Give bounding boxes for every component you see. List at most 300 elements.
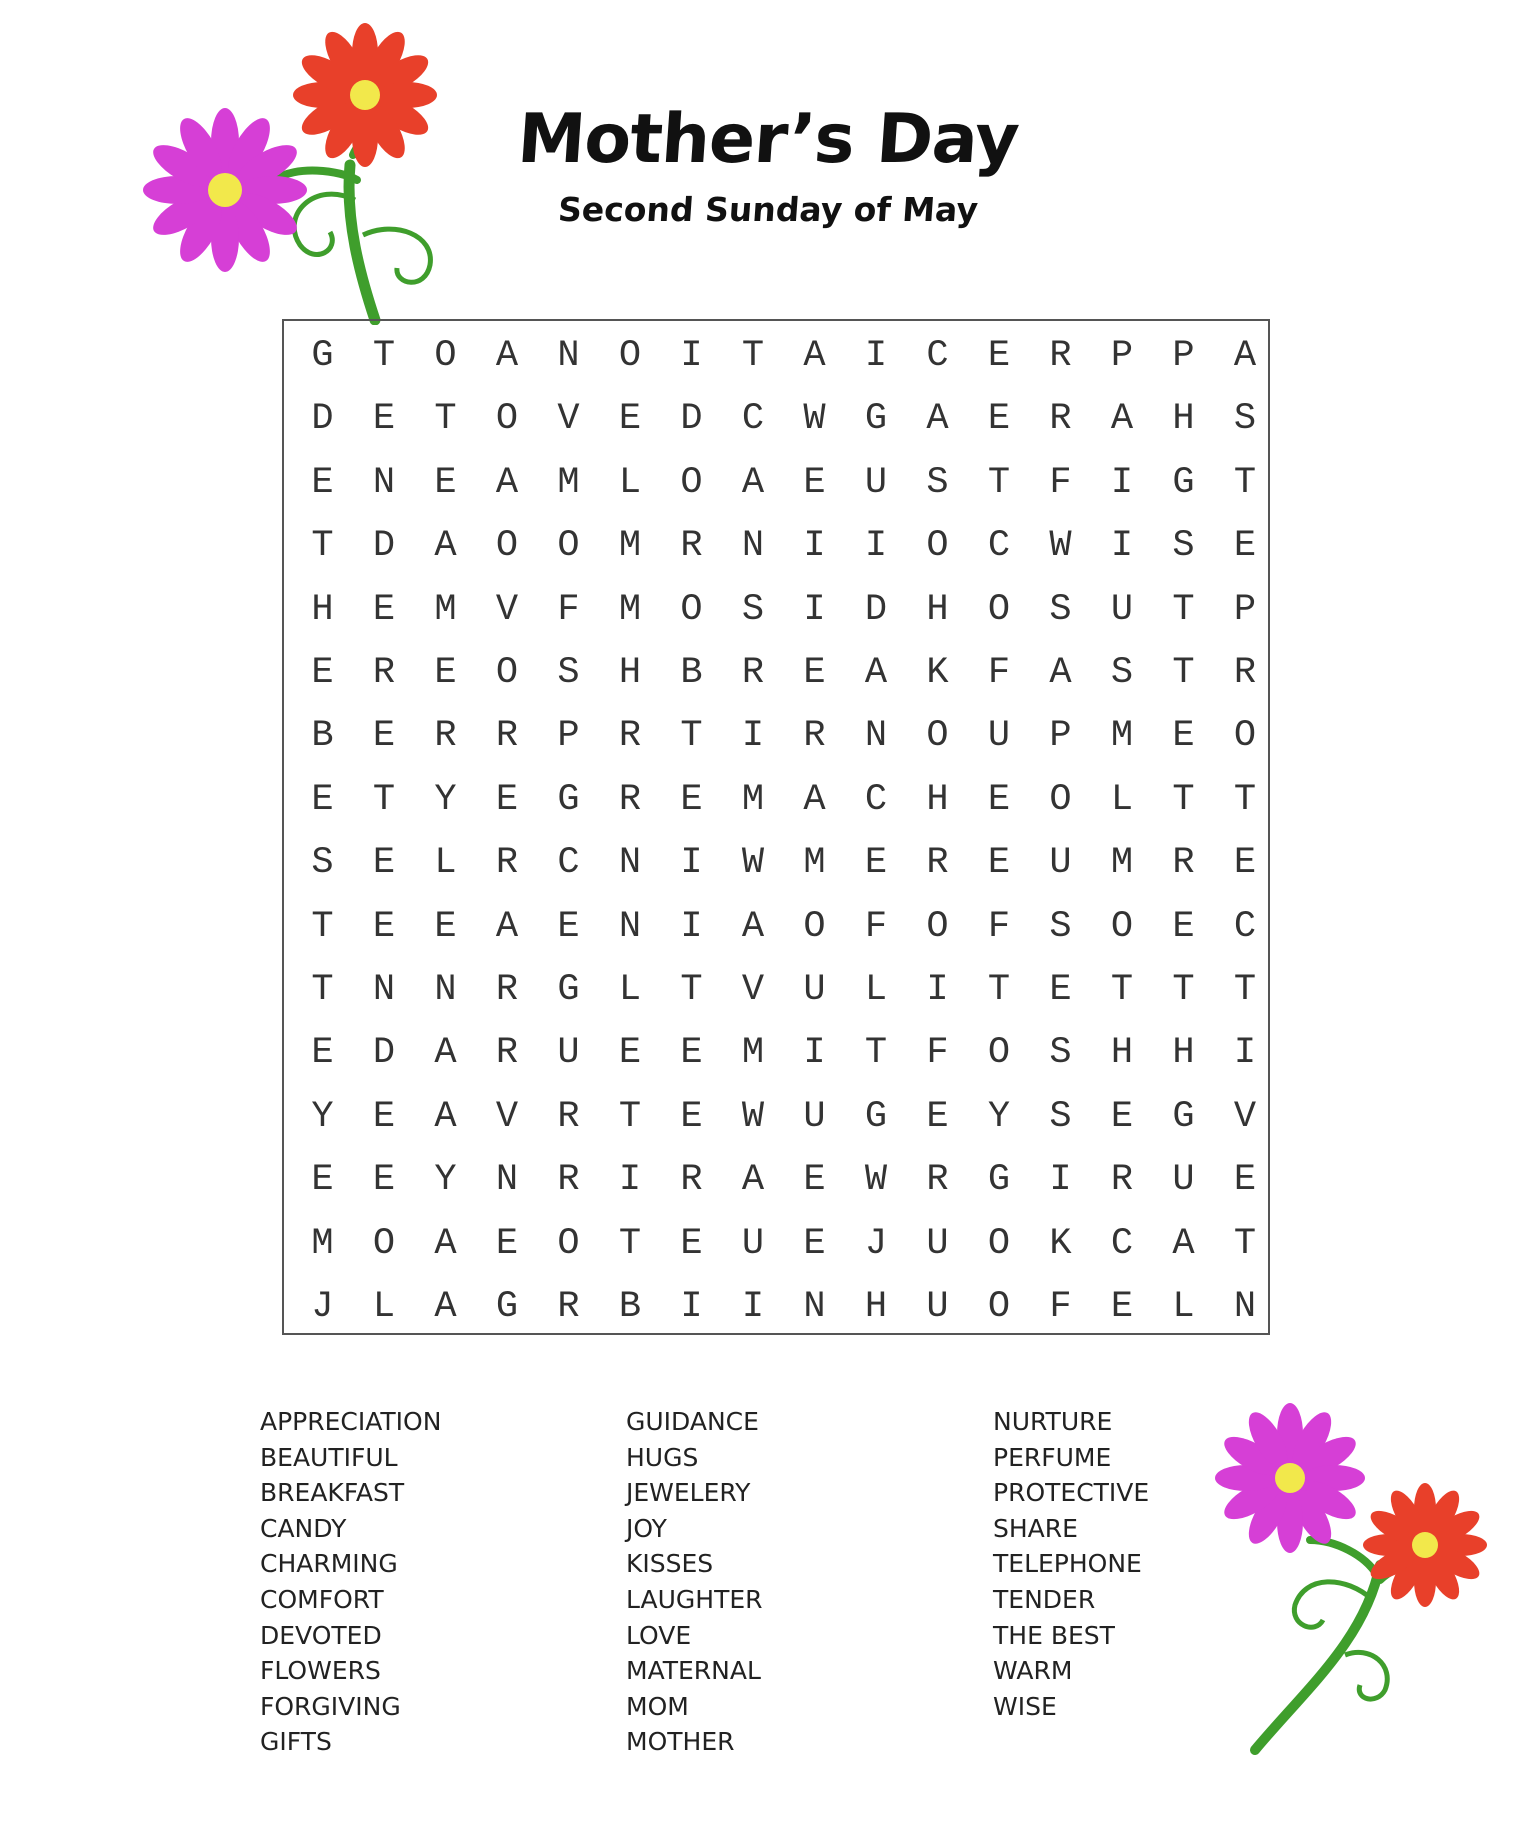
- word-list-item: THE BEST: [993, 1620, 1115, 1650]
- grid-letter: L: [618, 461, 642, 504]
- word-list-item: MOTHER: [626, 1727, 735, 1757]
- grid-letter: O: [987, 1286, 1011, 1328]
- grid-row: [284, 1022, 1268, 1085]
- grid-letter: O: [926, 715, 949, 758]
- grid-letter: A: [434, 1095, 457, 1138]
- grid-letter: G: [987, 1159, 1011, 1202]
- grid-letter: P: [1049, 715, 1072, 758]
- grid-letter: M: [1110, 842, 1134, 885]
- grid-letter: M: [1110, 715, 1134, 758]
- grid-letter: R: [495, 715, 519, 758]
- grid-letter: R: [557, 1286, 580, 1328]
- grid-letter: U: [557, 1032, 580, 1075]
- grid-letter: T: [372, 335, 396, 377]
- grid-letter: E: [434, 652, 457, 694]
- grid-letter: C: [864, 778, 888, 821]
- grid-letter: F: [926, 1032, 949, 1075]
- grid-letter: C: [557, 842, 580, 885]
- word-search-grid: [282, 319, 1270, 1335]
- grid-letter: H: [1172, 1032, 1195, 1075]
- grid-letter: T: [372, 778, 396, 821]
- grid-letter: A: [1110, 398, 1134, 441]
- grid-letter: T: [311, 905, 334, 948]
- word-list-column-1: [260, 1404, 441, 1760]
- grid-letter: T: [311, 969, 334, 1011]
- grid-letter: S: [1172, 525, 1195, 568]
- grid-letter: E: [680, 1222, 703, 1265]
- grid-letter: S: [1110, 652, 1134, 694]
- grid-letter: A: [741, 461, 765, 504]
- grid-letter: K: [926, 652, 949, 694]
- grid-letter: T: [987, 969, 1011, 1011]
- grid-letter: O: [557, 1222, 580, 1265]
- grid-letter: V: [495, 1095, 519, 1138]
- grid-letter: E: [803, 461, 826, 504]
- flower-decoration-bottom: [1205, 1400, 1505, 1755]
- grid-letter: A: [741, 905, 765, 948]
- grid-letter: R: [680, 525, 703, 568]
- grid-letter: U: [926, 1222, 949, 1265]
- grid-letter: E: [372, 398, 396, 441]
- grid-letter: N: [495, 1159, 519, 1202]
- grid-letter: E: [1233, 525, 1257, 568]
- grid-letter: A: [741, 1159, 765, 1202]
- grid-letter: R: [618, 715, 642, 758]
- grid-row: [284, 769, 1268, 832]
- grid-row: [284, 1276, 1268, 1339]
- word-list-item: CANDY: [260, 1513, 347, 1543]
- grid-letter: O: [680, 588, 703, 631]
- grid-row: [284, 388, 1268, 451]
- grid-letter: E: [311, 652, 334, 694]
- grid-row: [284, 1086, 1268, 1149]
- page-title: Mother’s Day: [515, 100, 1021, 179]
- grid-letter: O: [1233, 715, 1257, 758]
- grid-letter: E: [372, 1159, 396, 1202]
- grid-letter: E: [803, 652, 826, 694]
- grid-letter: I: [680, 905, 703, 948]
- grid-letter: F: [557, 588, 580, 631]
- grid-letter: E: [803, 1159, 826, 1202]
- word-list-item: HUGS: [626, 1442, 699, 1472]
- grid-letter: B: [311, 715, 334, 758]
- grid-letter: I: [803, 588, 826, 631]
- grid-letter: P: [1172, 335, 1195, 377]
- grid-letter: M: [434, 588, 457, 631]
- grid-letter: P: [1233, 588, 1257, 631]
- grid-letter: U: [864, 461, 888, 504]
- grid-letter: O: [495, 652, 519, 694]
- grid-letter: R: [741, 652, 765, 694]
- grid-letter: U: [1049, 842, 1072, 885]
- grid-letter: L: [434, 842, 457, 885]
- grid-letter: I: [618, 1159, 642, 1202]
- grid-letter: P: [1110, 335, 1134, 377]
- grid-letter: A: [495, 905, 519, 948]
- grid-letter: E: [434, 461, 457, 504]
- grid-letter: O: [1110, 905, 1134, 948]
- grid-letter: T: [1172, 969, 1195, 1011]
- grid-letter: C: [926, 335, 949, 377]
- grid-letter: M: [311, 1222, 334, 1265]
- grid-letter: O: [557, 525, 580, 568]
- grid-letter: E: [1049, 969, 1072, 1011]
- grid-letter: O: [987, 1032, 1011, 1075]
- grid-letter: G: [864, 398, 888, 441]
- grid-letter: T: [1233, 778, 1257, 821]
- grid-letter: D: [680, 398, 703, 441]
- grid-letter: N: [803, 1286, 826, 1328]
- grid-letter: A: [434, 1032, 457, 1075]
- grid-letter: E: [372, 715, 396, 758]
- grid-letter: E: [1233, 1159, 1257, 1202]
- grid-letter: O: [680, 461, 703, 504]
- grid-letter: A: [1172, 1222, 1195, 1265]
- grid-row: [284, 832, 1268, 895]
- grid-letter: S: [557, 652, 580, 694]
- magenta-flower-icon: [1215, 1403, 1365, 1553]
- grid-letter: T: [1172, 588, 1195, 631]
- grid-letter: U: [741, 1222, 765, 1265]
- word-list-item: SHARE: [993, 1513, 1078, 1543]
- grid-letter: L: [618, 969, 642, 1011]
- grid-letter: W: [803, 398, 826, 441]
- grid-letter: W: [741, 1095, 765, 1138]
- grid-letter: W: [1049, 525, 1072, 568]
- grid-letter: F: [1049, 1286, 1072, 1328]
- grid-letter: J: [864, 1222, 888, 1265]
- grid-letter: T: [1233, 969, 1257, 1011]
- grid-letter: V: [557, 398, 580, 441]
- grid-letter: U: [987, 715, 1011, 758]
- grid-letter: I: [1110, 461, 1134, 504]
- grid-letter: E: [680, 1095, 703, 1138]
- grid-letter: F: [864, 905, 888, 948]
- grid-letter: S: [311, 842, 334, 885]
- grid-letter: A: [495, 461, 519, 504]
- grid-letter: I: [680, 1286, 703, 1328]
- grid-letter: Y: [434, 778, 457, 821]
- grid-row: [284, 1149, 1268, 1212]
- grid-letter: T: [618, 1095, 642, 1138]
- grid-letter: E: [557, 905, 580, 948]
- grid-letter: A: [864, 652, 888, 694]
- grid-letter: O: [987, 1222, 1011, 1265]
- word-list-item: NURTURE: [993, 1407, 1113, 1436]
- grid-letter: A: [434, 1222, 457, 1265]
- grid-letter: I: [741, 715, 765, 758]
- grid-letter: J: [311, 1286, 334, 1328]
- grid-letter: I: [803, 1032, 826, 1075]
- grid-letter: W: [741, 842, 765, 885]
- grid-letter: N: [372, 461, 396, 504]
- grid-letter: G: [495, 1286, 519, 1328]
- grid-letter: C: [741, 398, 765, 441]
- grid-letter: E: [372, 1095, 396, 1138]
- grid-letter: I: [864, 335, 888, 377]
- grid-letter: T: [1233, 1222, 1257, 1265]
- grid-letter: N: [618, 905, 642, 948]
- grid-letter: E: [495, 778, 519, 821]
- grid-letter: O: [618, 335, 642, 377]
- grid-row: [284, 579, 1268, 642]
- word-list-item: FLOWERS: [260, 1656, 381, 1686]
- grid-row: [284, 325, 1268, 388]
- grid-letter: V: [1233, 1095, 1257, 1138]
- word-list-item: JOY: [626, 1513, 667, 1543]
- grid-letter: N: [1233, 1286, 1257, 1328]
- grid-letter: E: [311, 778, 334, 821]
- grid-letter: R: [495, 842, 519, 885]
- grid-letter: E: [434, 905, 457, 948]
- page-subtitle: Second Sunday of May: [556, 190, 980, 229]
- grid-letter: A: [1233, 335, 1257, 377]
- grid-letter: O: [372, 1222, 396, 1265]
- grid-letter: V: [741, 969, 765, 1011]
- grid-letter: L: [1110, 778, 1134, 821]
- word-list-column-3: [993, 1404, 1149, 1724]
- grid-letter: I: [680, 842, 703, 885]
- grid-letter: T: [434, 398, 457, 441]
- grid-letter: I: [864, 525, 888, 568]
- grid-letter: U: [1172, 1159, 1195, 1202]
- grid-letter: E: [1233, 842, 1257, 885]
- grid-letter: M: [557, 461, 580, 504]
- grid-letter: O: [495, 525, 519, 568]
- grid-letter: S: [1049, 905, 1072, 948]
- grid-letter: R: [1233, 652, 1257, 694]
- grid-letter: R: [372, 652, 396, 694]
- grid-letter: R: [618, 778, 642, 821]
- grid-row: [284, 642, 1268, 705]
- grid-letter: E: [311, 1032, 334, 1075]
- grid-letter: G: [864, 1095, 888, 1138]
- grid-letter: E: [1172, 905, 1195, 948]
- word-list-item: TENDER: [993, 1584, 1096, 1614]
- word-list-item: FORGIVING: [260, 1691, 401, 1721]
- grid-letter: E: [1110, 1286, 1134, 1328]
- grid-letter: I: [680, 335, 703, 377]
- word-list-item: KISSES: [626, 1549, 714, 1579]
- grid-letter: G: [557, 778, 580, 821]
- grid-letter: D: [311, 398, 334, 441]
- grid-letter: T: [1172, 652, 1195, 694]
- grid-row: [284, 896, 1268, 959]
- word-list-item: LOVE: [626, 1620, 692, 1650]
- grid-letter: O: [803, 905, 826, 948]
- grid-letter: G: [1172, 1095, 1195, 1138]
- grid-letter: A: [434, 525, 457, 568]
- grid-letter: E: [311, 461, 334, 504]
- grid-letter: H: [1172, 398, 1195, 441]
- grid-letter: R: [1049, 335, 1072, 377]
- grid-letter: T: [311, 525, 334, 568]
- grid-letter: E: [618, 398, 642, 441]
- grid-letter: S: [1049, 1095, 1072, 1138]
- grid-letter: S: [1049, 588, 1072, 631]
- grid-letter: T: [864, 1032, 888, 1075]
- grid-letter: U: [803, 969, 826, 1011]
- grid-letter: E: [803, 1222, 826, 1265]
- grid-letter: B: [680, 652, 703, 694]
- grid-letter: G: [1172, 461, 1195, 504]
- grid-letter: R: [557, 1095, 580, 1138]
- grid-letter: F: [987, 652, 1011, 694]
- grid-letter: F: [987, 905, 1011, 948]
- word-list-item: WISE: [993, 1691, 1057, 1721]
- grid-letter: R: [495, 1032, 519, 1075]
- word-list-item: PROTECTIVE: [993, 1478, 1150, 1508]
- grid-letter: Y: [987, 1095, 1011, 1138]
- word-list-item: TELEPHONE: [993, 1549, 1142, 1579]
- grid-letter: H: [311, 588, 334, 631]
- grid-letter: E: [680, 1032, 703, 1075]
- grid-letter: N: [372, 969, 396, 1011]
- grid-letter: I: [926, 969, 949, 1011]
- grid-letter: W: [864, 1159, 888, 1202]
- grid-letter: I: [1233, 1032, 1257, 1075]
- grid-letter: N: [557, 335, 580, 377]
- grid-letter: R: [434, 715, 457, 758]
- grid-letter: H: [1110, 1032, 1134, 1075]
- grid-letter: E: [618, 1032, 642, 1075]
- grid-letter: R: [1110, 1159, 1134, 1202]
- grid-letter: D: [372, 525, 396, 568]
- grid-letter: O: [926, 525, 949, 568]
- grid-letter: N: [618, 842, 642, 885]
- grid-letter: R: [1049, 398, 1072, 441]
- grid-letter: H: [926, 588, 949, 631]
- grid-letter: F: [1049, 461, 1072, 504]
- grid-letter: E: [987, 335, 1011, 377]
- grid-letter: S: [741, 588, 765, 631]
- grid-letter: C: [1110, 1222, 1134, 1265]
- word-list-item: APPRECIATION: [260, 1407, 442, 1436]
- grid-letter: E: [1110, 1095, 1134, 1138]
- word-list-item: LAUGHTER: [626, 1584, 763, 1614]
- grid-letter: T: [680, 715, 703, 758]
- grid-letter: E: [680, 778, 703, 821]
- grid-letter: H: [618, 652, 642, 694]
- grid-letter: H: [864, 1286, 888, 1328]
- grid-letter: O: [1049, 778, 1072, 821]
- grid-letter: T: [618, 1222, 642, 1265]
- grid-letter: A: [434, 1286, 457, 1328]
- grid-letter: G: [557, 969, 580, 1011]
- grid-letter: I: [803, 525, 826, 568]
- grid-letter: V: [495, 588, 519, 631]
- grid-letter: A: [495, 335, 519, 377]
- grid-letter: E: [495, 1222, 519, 1265]
- grid-letter: E: [926, 1095, 949, 1138]
- grid-letter: A: [1049, 652, 1072, 694]
- word-list-item: WARM: [993, 1656, 1073, 1686]
- grid-letter: M: [803, 842, 826, 885]
- grid-letter: T: [1110, 969, 1134, 1011]
- red-flower-icon: [1363, 1483, 1487, 1607]
- grid-letter: S: [1233, 398, 1257, 441]
- grid-letter: D: [864, 588, 888, 631]
- grid-letter: E: [311, 1159, 334, 1202]
- grid-letter: P: [557, 715, 580, 758]
- word-list-item: JEWELERY: [626, 1478, 751, 1508]
- word-list-item: GUIDANCE: [626, 1407, 759, 1436]
- grid-row: [284, 959, 1268, 1022]
- grid-letter: U: [803, 1095, 826, 1138]
- grid-row: [284, 705, 1268, 768]
- grid-letter: C: [1233, 905, 1257, 948]
- word-list-item: COMFORT: [260, 1584, 384, 1614]
- grid-letter: R: [557, 1159, 580, 1202]
- grid-letter: E: [987, 778, 1011, 821]
- grid-letter: E: [372, 905, 396, 948]
- grid-row: [284, 1213, 1268, 1276]
- grid-letter: T: [1233, 461, 1257, 504]
- grid-letter: M: [741, 778, 765, 821]
- grid-letter: A: [803, 335, 826, 377]
- grid-letter: N: [864, 715, 888, 758]
- word-list-item: GIFTS: [260, 1727, 332, 1757]
- word-list-item: BEAUTIFUL: [260, 1442, 398, 1472]
- grid-letter: N: [741, 525, 765, 568]
- grid-letter: L: [864, 969, 888, 1011]
- word-list-item: DEVOTED: [260, 1620, 382, 1650]
- grid-letter: R: [495, 969, 519, 1011]
- grid-letter: E: [987, 398, 1011, 441]
- grid-letter: T: [741, 335, 765, 377]
- grid-row: [284, 515, 1268, 578]
- grid-letter: O: [987, 588, 1011, 631]
- grid-letter: O: [926, 905, 949, 948]
- grid-letter: H: [926, 778, 949, 821]
- grid-letter: N: [434, 969, 457, 1011]
- grid-letter: M: [741, 1032, 765, 1075]
- grid-letter: U: [926, 1286, 949, 1328]
- grid-row: [284, 452, 1268, 515]
- grid-letter: E: [372, 588, 396, 631]
- page-header: [0, 100, 1536, 230]
- grid-letter: Y: [434, 1159, 457, 1202]
- grid-letter: D: [372, 1032, 396, 1075]
- grid-letter: T: [680, 969, 703, 1011]
- grid-letter: S: [926, 461, 949, 504]
- grid-letter: M: [618, 525, 642, 568]
- grid-letter: E: [987, 842, 1011, 885]
- grid-letter: C: [987, 525, 1011, 568]
- grid-letter: R: [926, 1159, 949, 1202]
- word-list-item: CHARMING: [260, 1549, 398, 1579]
- grid-letter: S: [1049, 1032, 1072, 1075]
- word-list-item: BREAKFAST: [260, 1478, 405, 1508]
- grid-letter: G: [311, 335, 334, 377]
- grid-letter: I: [741, 1286, 765, 1328]
- grid-letter: L: [372, 1286, 396, 1328]
- grid-letter: I: [1110, 525, 1134, 568]
- grid-letter: E: [372, 842, 396, 885]
- grid-letter: I: [1049, 1159, 1072, 1202]
- grid-letter: E: [864, 842, 888, 885]
- grid-letter: M: [618, 588, 642, 631]
- grid-letter: E: [1172, 715, 1195, 758]
- grid-letter: R: [680, 1159, 703, 1202]
- word-list-item: MOM: [626, 1691, 689, 1721]
- grid-letter: A: [803, 778, 826, 821]
- grid-letter: K: [1049, 1222, 1072, 1265]
- grid-letter: Y: [311, 1095, 334, 1138]
- grid-letter: T: [987, 461, 1011, 504]
- grid-letter: U: [1110, 588, 1134, 631]
- word-list-item: MATERNAL: [626, 1656, 761, 1686]
